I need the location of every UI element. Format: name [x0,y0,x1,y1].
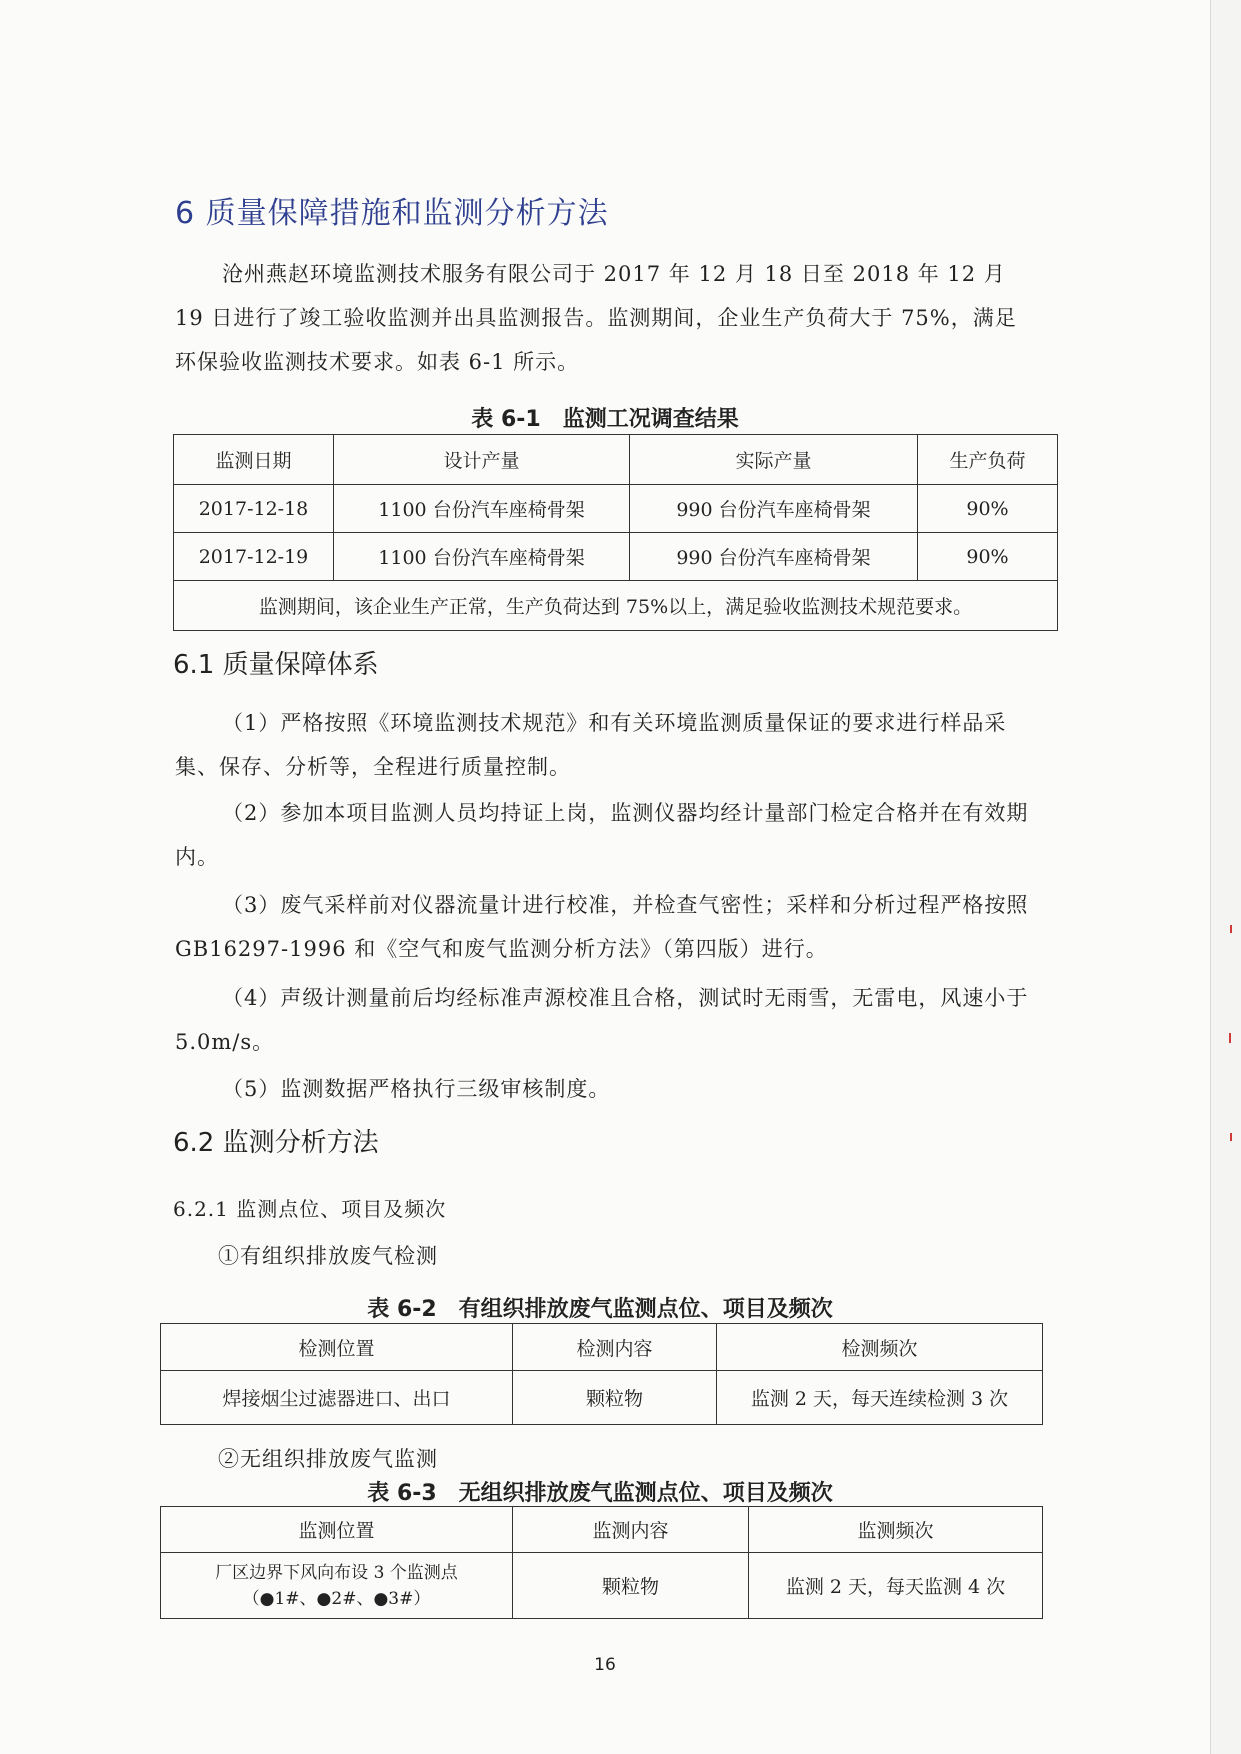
table-cell: 1100 台份汽车座椅骨架 [334,485,630,533]
table-cell: 990 台份汽车座椅骨架 [630,533,918,581]
section-6-2-title: 6.2 监测分析方法 [173,1128,379,1158]
table1-header-cell: 设计产量 [334,435,630,485]
table3-header-cell: 监测内容 [513,1507,749,1553]
table2-organized-emission [160,1323,1043,1425]
table2-caption: 表 6-2 有组织排放废气监测点位、项目及频次 [367,1297,833,1322]
table-row [161,1371,1043,1425]
s61-item-5: （5）监测数据严格执行三级审核制度。 [222,1077,611,1101]
table1-header-row [174,435,1058,485]
intro-paragraph: 沧州燕赵环境监测技术服务有限公司于 2017 年 12 月 18 日至 2018 年 12 月 19 日进行了竣工验收监测并出具监测报告。监测期间，企业生产负荷大于 75%，满足环保验收监测技术要求。如表 6-1 所示。 [175,262,1017,374]
table1-note: 监测期间，该企业生产正常，生产负荷达到 75%以上，满足验收监测技术规范要求。 [174,581,1058,631]
table-cell: 1100 台份汽车座椅骨架 [334,533,630,581]
table-cell: 颗粒物 [513,1553,749,1619]
table-cell: 2017-12-19 [174,533,334,581]
table-row [174,533,1058,581]
scan-mark [1229,1033,1231,1043]
scan-mark [1230,925,1232,933]
table-cell: 监测 2 天，每天连续检测 3 次 [717,1371,1043,1425]
subsection-6-2-1-title: 6.2.1 监测点位、项目及频次 [173,1197,447,1221]
table2-header-cell: 检测位置 [161,1324,513,1371]
table-cell: 90% [918,485,1058,533]
s61-item-1: （1）严格按照《环境监测技术规范》和有关环境监测质量保证的要求进行样品采集、保存、分析等，全程进行质量控制。 [175,711,1007,779]
organized-emission-label: ①有组织排放废气检测 [218,1244,438,1268]
table3-header-row [161,1507,1043,1553]
s61-item-4: （4）声级计测量前后均经标准声源校准且合格，测试时无雨雪，无雷电，风速小于 5.0m/s。 [175,986,1029,1054]
table-row [161,1553,1043,1619]
table-cell: 监测 2 天，每天监测 4 次 [749,1553,1043,1619]
table-cell: 颗粒物 [513,1371,717,1425]
s61-item-2: （2）参加本项目监测人员均持证上岗，监测仪器均经计量部门检定合格并在有效期内。 [175,801,1029,869]
table1-note-row [174,581,1058,631]
table-cell: 990 台份汽车座椅骨架 [630,485,918,533]
scan-mark [1230,1133,1232,1141]
table2-header-row [161,1324,1043,1371]
unorganized-emission-label: ②无组织排放废气监测 [218,1447,438,1471]
table1-header-cell: 实际产量 [630,435,918,485]
table-cell: 焊接烟尘过滤器进口、出口 [161,1371,513,1425]
table-cell: 90% [918,533,1058,581]
table3-unorganized-emission [160,1506,1043,1619]
table3-header-cell: 监测位置 [161,1507,513,1553]
table2-header-cell: 检测内容 [513,1324,717,1371]
page-number: 16 [594,1655,616,1675]
table1-header-cell: 生产负荷 [918,435,1058,485]
table-cell-location [161,1553,513,1619]
table-cell: 2017-12-18 [174,485,334,533]
table2-header-cell: 检测频次 [717,1324,1043,1371]
table-row [174,485,1058,533]
location-points: （●1#、●2#、●3#） [242,1588,431,1609]
s61-item-3: （3）废气采样前对仪器流量计进行校准，并检查气密性；采样和分析过程严格按照 GB16297-1996 和《空气和废气监测分析方法》（第四版）进行。 [175,893,1029,961]
table3-caption: 表 6-3 无组织排放废气监测点位、项目及频次 [367,1481,833,1506]
location-line: 厂区边界下风向布设 3 个监测点 [215,1562,458,1583]
table1-monitoring-conditions [173,434,1058,631]
table1-header-cell: 监测日期 [174,435,334,485]
section-title: 6 质量保障措施和监测分析方法 [175,196,609,231]
table3-header-cell: 监测频次 [749,1507,1043,1553]
table1-caption: 表 6-1 监测工况调查结果 [471,407,739,432]
section-6-1-title: 6.1 质量保障体系 [173,650,379,680]
